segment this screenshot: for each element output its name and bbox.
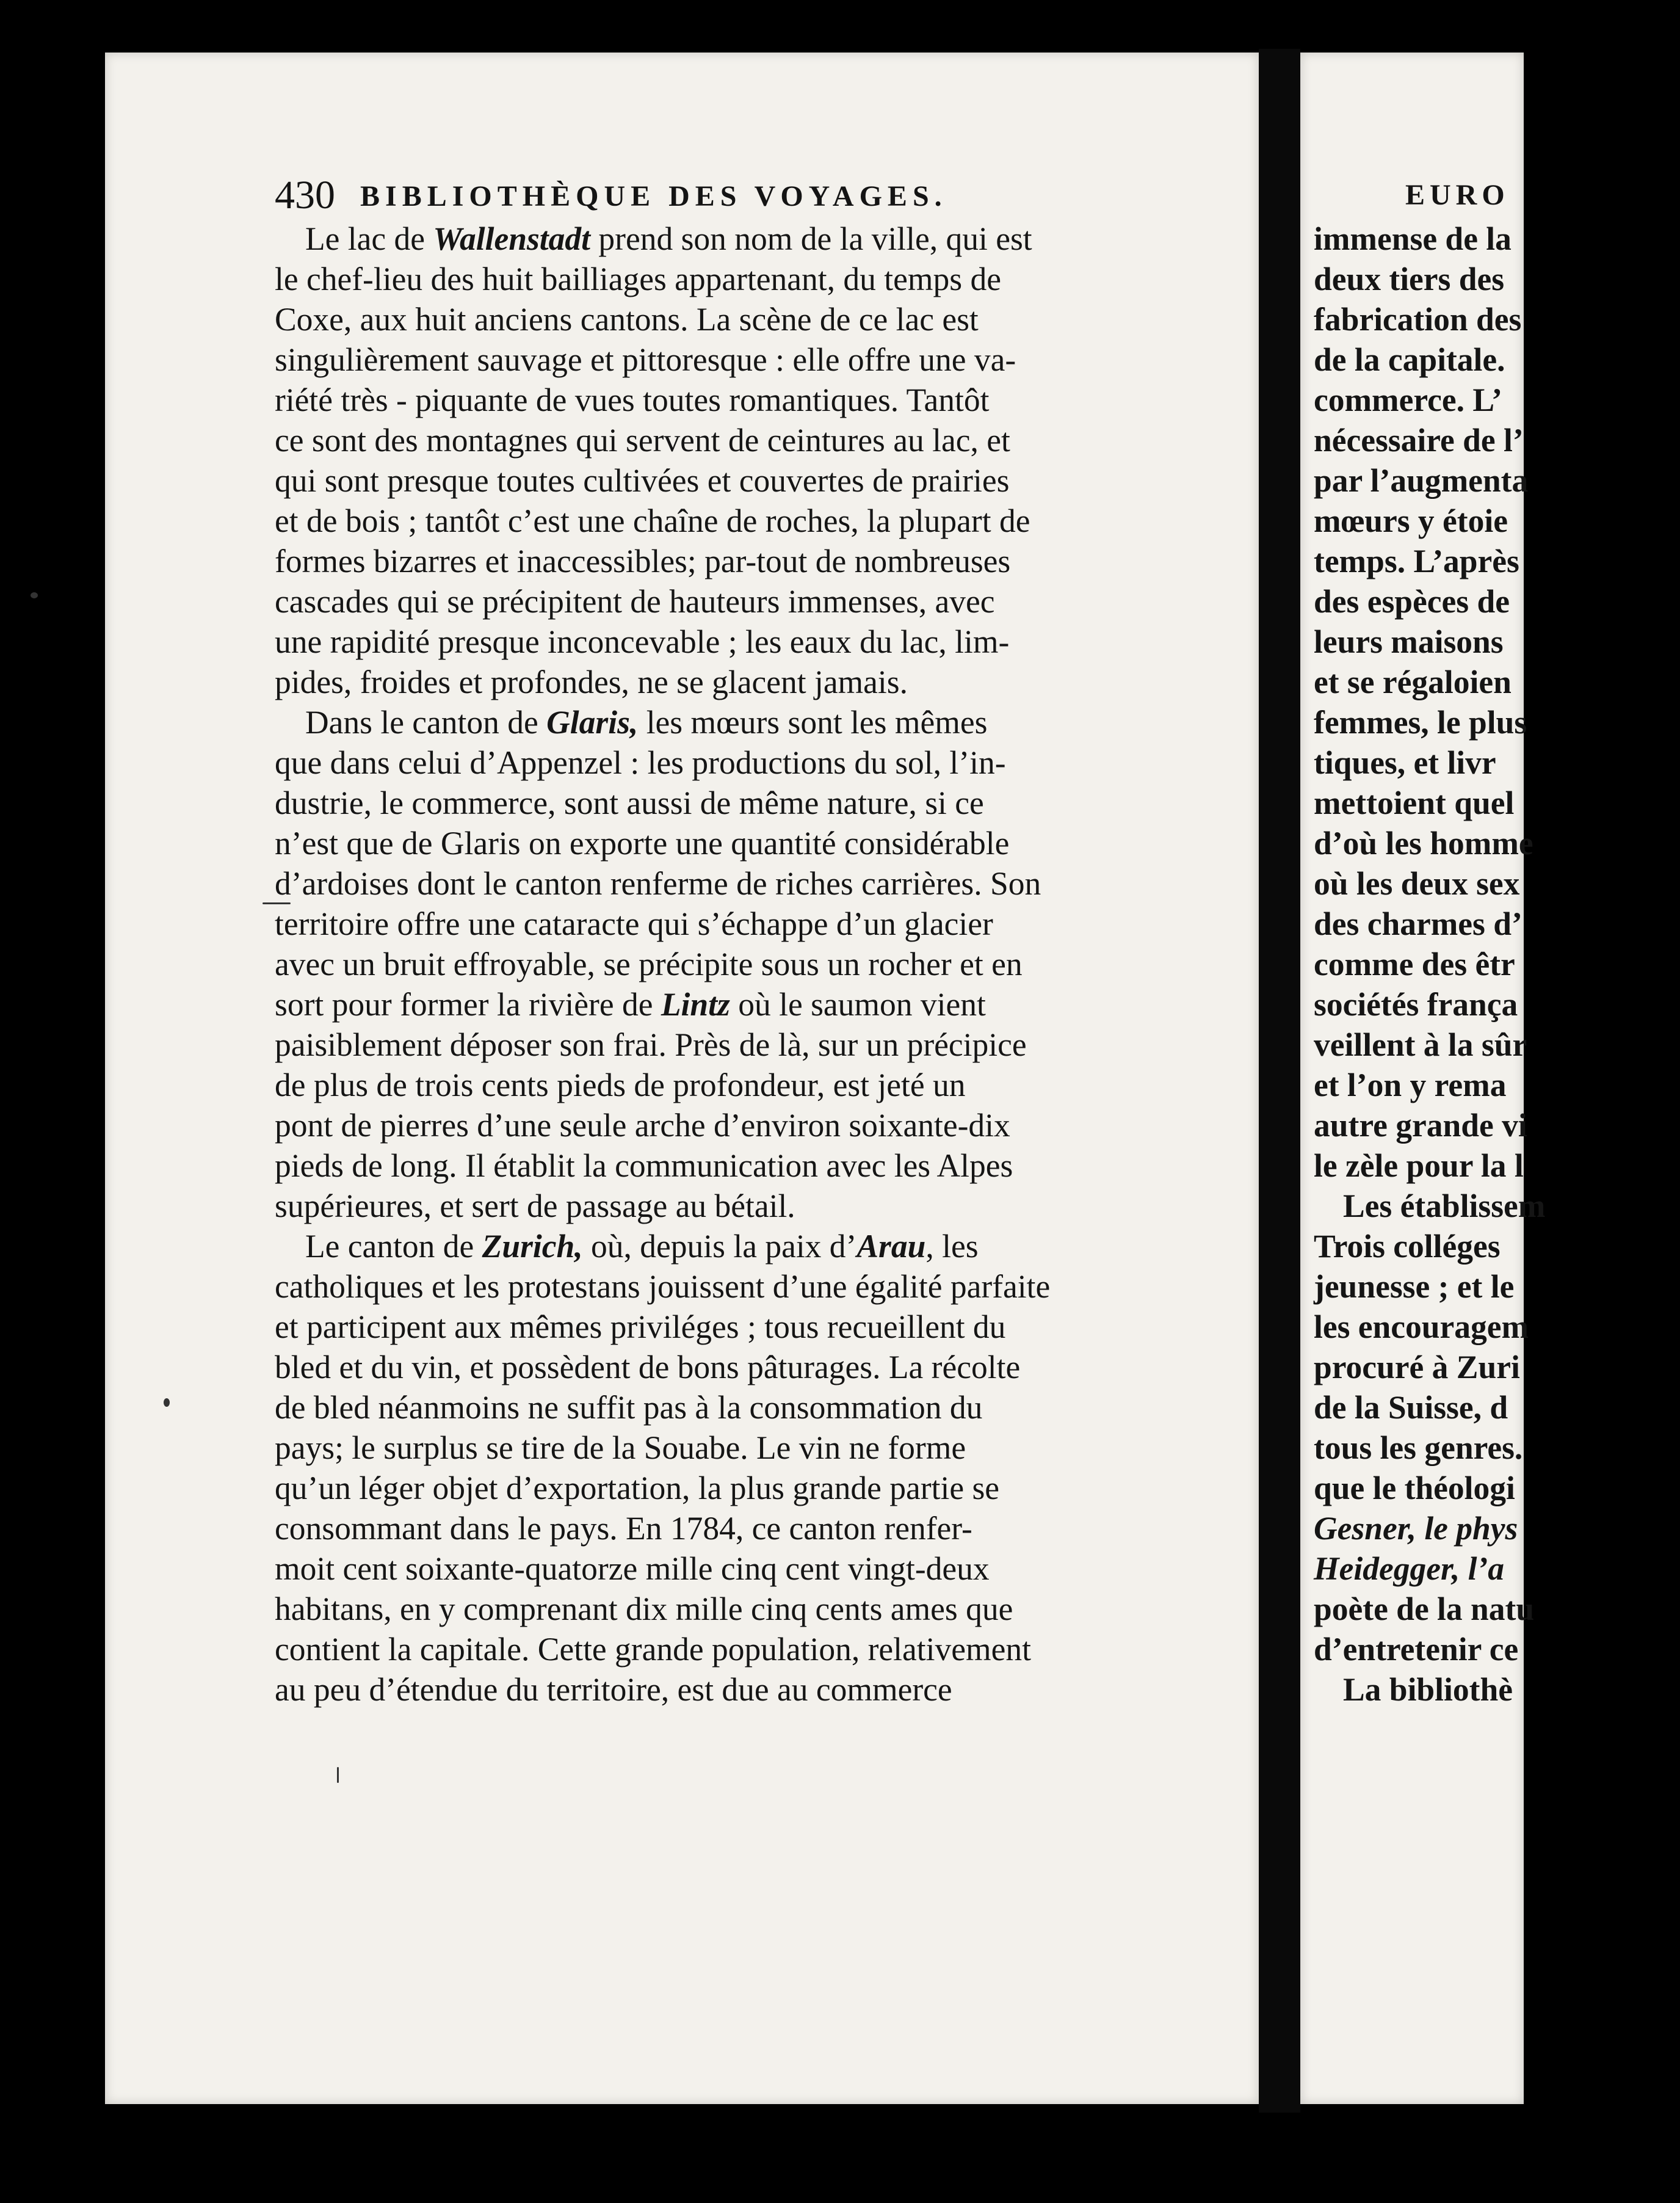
page-number: 430 — [275, 173, 335, 217]
text-run: Le lac de — [305, 220, 433, 257]
text-line — [244, 1186, 1227, 1226]
text-run: pays; le surplus se tire de la Souabe. Le vin ne forme — [275, 1429, 966, 1466]
text-line — [275, 219, 1227, 259]
text-line-fragment: Les établissem — [1343, 1188, 1546, 1224]
text-run: et participent aux mêmes priviléges ; tous recueillent du — [275, 1308, 1006, 1345]
text-line — [244, 904, 1227, 944]
emphasized-name: Arau — [856, 1228, 926, 1265]
text-line — [244, 1387, 1227, 1428]
text-line — [244, 944, 1227, 984]
emphasized-name: Lintz — [661, 986, 730, 1023]
text-run: , les — [925, 1228, 979, 1265]
text-run: pieds de long. Il établit la communication avec les Alpes — [275, 1147, 1013, 1184]
text-run: n’est que de Glaris on exporte une quantité considérable — [275, 825, 1010, 862]
text-line — [275, 702, 1227, 742]
text-line-fragment: des espèces de — [1314, 583, 1510, 620]
text-run: cascades qui se précipitent de hauteurs immenses, avec — [275, 583, 995, 620]
text-line-fragment: autre grande vi — [1314, 1107, 1527, 1144]
text-run: que dans celui d’Appenzel : les productions du sol, l’in- — [275, 744, 1006, 781]
text-line-fragment: Heidegger, l’a — [1314, 1550, 1505, 1587]
text-run: catholiques et les protestans jouissent d’une égalité parfaite — [275, 1268, 1051, 1305]
text-line-fragment: jeunesse ; et le — [1314, 1268, 1515, 1305]
text-run: contient la capitale. Cette grande population, relativement — [275, 1631, 1031, 1668]
left-page-header — [275, 172, 1221, 221]
text-line-fragment: nécessaire de l’ — [1314, 422, 1524, 459]
text-line-fragment: où les deux sex — [1314, 865, 1520, 902]
text-line-fragment: des charmes d’ — [1314, 906, 1522, 942]
text-line — [244, 1307, 1227, 1347]
text-line-fragment: La bibliothè — [1343, 1671, 1513, 1708]
text-run: de plus de trois cents pieds de profondeur, est jeté un — [275, 1067, 966, 1103]
text-line-fragment: mœurs y étoie — [1314, 503, 1508, 539]
text-line — [244, 622, 1227, 662]
text-run: moit cent soixante-quatorze mille cinq cent vingt-deux — [275, 1550, 990, 1587]
text-line-fragment: leurs maisons — [1314, 623, 1504, 660]
text-line — [244, 1669, 1227, 1710]
text-run: le chef-lieu des huit bailliages appartenant, du temps de — [275, 261, 1001, 297]
text-run: territoire offre une cataracte qui s’échappe d’un glacier — [275, 906, 993, 942]
text-run: et de bois ; tantôt c’est une chaîne de roches, la plupart de — [275, 503, 1030, 539]
text-line — [244, 823, 1227, 863]
text-line-fragment: d’où les homme — [1314, 825, 1533, 862]
margin-speck — [164, 1398, 170, 1407]
text-run: formes bizarres et inaccessibles; par-tout de nombreuses — [275, 543, 1011, 579]
text-line-fragment: de la capitale. — [1314, 341, 1505, 378]
text-run: Dans le canton de — [305, 704, 547, 741]
text-run: d’ardoises dont le canton renferme de riches carrières. Son — [275, 865, 1041, 902]
text-run: pides, froides et profondes, ne se glacent jamais. — [275, 664, 908, 700]
text-line — [244, 863, 1227, 904]
text-line-fragment: les encouragem — [1314, 1308, 1529, 1345]
text-line-fragment: que le théologi — [1314, 1470, 1515, 1506]
text-line — [244, 541, 1227, 581]
emphasized-name: Wallenstadt — [433, 220, 591, 257]
text-line — [244, 984, 1227, 1025]
right-page-running-head: EURO — [1405, 179, 1510, 211]
text-line-fragment: et se régaloien — [1314, 664, 1512, 700]
text-line — [244, 1508, 1227, 1548]
text-run: bled et du vin, et possèdent de bons pâturages. La récolte — [275, 1349, 1021, 1385]
text-line — [244, 783, 1227, 823]
text-run: consommant dans le pays. En 1784, ce canton renfer- — [275, 1510, 972, 1547]
text-run: ce sont des montagnes qui servent de ceintures au lac, et — [275, 422, 1010, 459]
text-line-fragment: tous les genres. — [1314, 1429, 1523, 1466]
text-run: habitans, en y comprenant dix mille cinq cents ames que — [275, 1591, 1013, 1627]
text-run: sort pour former la rivière de — [275, 986, 661, 1023]
paragraph — [275, 1226, 1227, 1710]
paragraph — [275, 702, 1227, 1226]
text-run: de bled néanmoins ne suffit pas à la consommation du — [275, 1389, 983, 1426]
text-line — [244, 1428, 1227, 1468]
emphasized-name: Zurich, — [482, 1228, 583, 1265]
text-line — [244, 1065, 1227, 1105]
text-line-fragment: poète de la natu — [1314, 1591, 1535, 1627]
text-line — [244, 1266, 1227, 1307]
text-line-fragment: Gesner, le phys — [1314, 1510, 1518, 1547]
margin-speck — [31, 592, 38, 598]
text-run: où, depuis la paix d’ — [582, 1228, 857, 1265]
text-run: avec un bruit effroyable, se précipite sous un rocher et en — [275, 946, 1023, 982]
text-line — [244, 1589, 1227, 1629]
text-line — [244, 1629, 1227, 1669]
text-line — [244, 259, 1227, 299]
text-line — [244, 501, 1227, 541]
text-run: les mœurs sont les mêmes — [638, 704, 988, 741]
text-line-fragment: de la Suisse, d — [1314, 1389, 1508, 1426]
text-run: Le canton de — [305, 1228, 482, 1265]
text-line — [244, 420, 1227, 460]
text-line-fragment: femmes, le plus — [1314, 704, 1527, 741]
text-run: dustrie, le commerce, sont aussi de même nature, si ce — [275, 785, 984, 821]
text-line — [244, 1347, 1227, 1387]
text-run: au peu d’étendue du territoire, est due au commerce — [275, 1671, 952, 1708]
text-line — [244, 1145, 1227, 1186]
text-line — [244, 1468, 1227, 1508]
text-run: singulièrement sauvage et pittoresque : elle offre une va- — [275, 341, 1016, 378]
emphasized-name: Glaris, — [546, 704, 639, 741]
text-line-fragment: comme des êtr — [1314, 946, 1515, 982]
text-run: pont de pierres d’une seule arche d’environ soixante-dix — [275, 1107, 1010, 1144]
right-page-body-text — [1314, 219, 1680, 1710]
text-line — [244, 662, 1227, 702]
book-gutter — [1259, 49, 1300, 2113]
text-line-fragment: Trois colléges — [1314, 1228, 1501, 1265]
running-head: BIBLIOTHÈQUE DES VOYAGES. — [360, 180, 947, 212]
text-line — [244, 299, 1227, 339]
text-line — [275, 1226, 1227, 1266]
text-line-fragment: par l’augmenta — [1314, 462, 1529, 499]
text-run: une rapidité presque inconcevable ; les eaux du lac, lim- — [275, 623, 1010, 660]
text-run: prend son nom de la ville, qui est — [590, 220, 1032, 257]
text-line — [244, 460, 1227, 501]
text-line — [244, 380, 1227, 420]
text-run: supérieures, et sert de passage au bétail. — [275, 1188, 795, 1224]
left-page-body-text — [275, 219, 1227, 1710]
text-line-fragment: temps. L’après — [1314, 543, 1519, 579]
text-line-fragment: sociétés frança — [1314, 986, 1518, 1023]
text-run: Coxe, aux huit anciens cantons. La scène de ce lac est — [275, 301, 979, 338]
text-line-fragment: et l’on y rema — [1314, 1067, 1507, 1103]
text-line-fragment: le zèle pour la l — [1314, 1147, 1524, 1184]
margin-speck — [262, 902, 291, 904]
margin-speck — [337, 1767, 339, 1783]
paragraph — [275, 219, 1227, 702]
text-line — [244, 339, 1227, 380]
text-line-fragment: veillent à la sûr — [1314, 1026, 1527, 1063]
text-run: qui sont presque toutes cultivées et couvertes de prairies — [275, 462, 1010, 499]
text-line — [244, 1025, 1227, 1065]
text-run: qu’un léger objet d’exportation, la plus grande partie se — [275, 1470, 1000, 1506]
text-line-fragment: d’entretenir ce — [1314, 1631, 1519, 1668]
text-line — [244, 581, 1227, 622]
text-line-fragment: commerce. L’ — [1314, 382, 1502, 418]
text-line-fragment: immense de la — [1314, 220, 1512, 257]
text-line — [244, 1548, 1227, 1589]
text-line-fragment: procuré à Zuri — [1314, 1349, 1520, 1385]
text-run: paisiblement déposer son frai. Près de là, sur un précipice — [275, 1026, 1027, 1063]
text-line-fragment: tiques, et livr — [1314, 744, 1496, 781]
text-line-fragment: fabrication des — [1314, 301, 1522, 338]
text-line-fragment: deux tiers des — [1314, 261, 1505, 297]
text-line — [244, 1105, 1227, 1145]
text-run: où le saumon vient — [730, 986, 986, 1023]
text-run: riété très - piquante de vues toutes romantiques. Tantôt — [275, 382, 990, 418]
text-line-fragment: mettoient quel — [1314, 785, 1515, 821]
text-line — [244, 742, 1227, 783]
